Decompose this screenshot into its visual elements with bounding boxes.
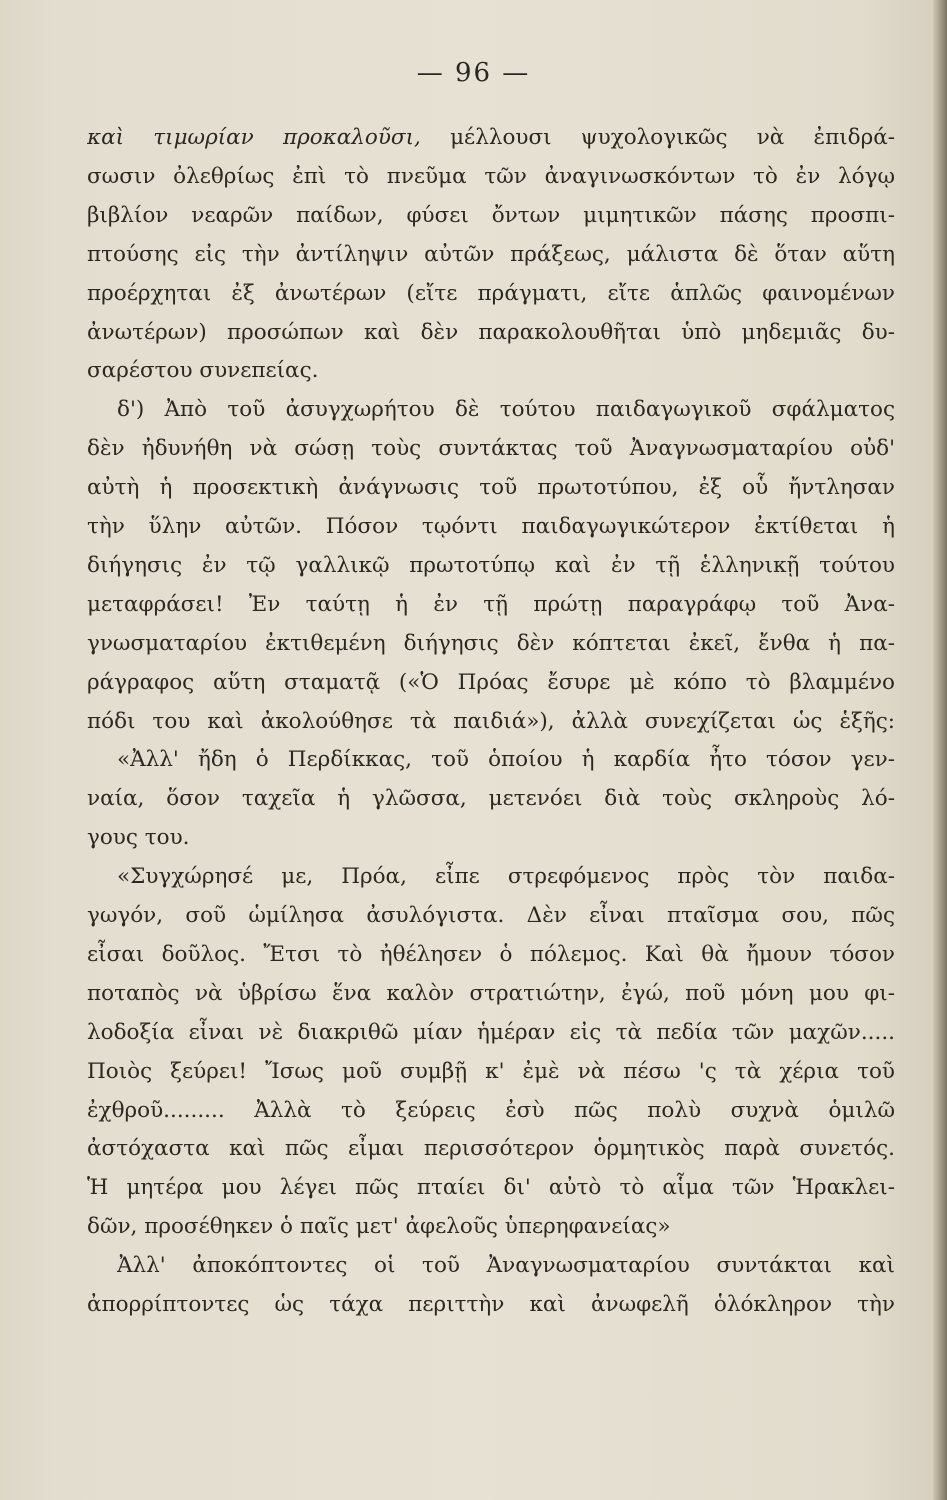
text-line bbox=[117, 858, 895, 896]
line-text: Ποιὸς ξεύρει! Ἴσως μοῦ συμβῇ κ' ἐμὲ νὰ πέσω 'ς τὰ χέρια τοῦ bbox=[87, 1058, 895, 1084]
text-line bbox=[87, 1092, 895, 1130]
text-line bbox=[117, 391, 895, 429]
line-text: διήγησις ἐν τῷ γαλλικῷ πρωτοτύπῳ καὶ ἐν τῇ ἑλληνικῇ τούτου bbox=[87, 552, 895, 578]
emphasized-text: καὶ τιμωρίαν προκαλοῦσι, bbox=[87, 125, 421, 150]
text-line bbox=[87, 275, 895, 313]
text-line bbox=[87, 625, 895, 663]
line-text: «Ἀλλ' ἤδη ὁ Περδίκκας, τοῦ ὁποίου ἡ καρδία ἦτο τόσον γεν- bbox=[117, 747, 895, 773]
text-line bbox=[117, 741, 895, 779]
line-text: βιβλίον νεαρῶν παίδων, φύσει ὄντων μιμητικῶν πάσης προσπι- bbox=[87, 202, 895, 228]
text-line bbox=[87, 197, 895, 235]
text-line bbox=[87, 314, 895, 352]
line-text: γνωσματαρίου ἐκτιθεμένη διήγησις δὲν κόπτεται ἐκεῖ, ἔνθα ἡ πα- bbox=[87, 630, 895, 656]
line-text: ἐχθροῦ......... Ἀλλὰ τὸ ξεύρεις ἐσὺ πῶς πολὺ συχνὰ ὁμιλῶ bbox=[87, 1097, 895, 1123]
text-line bbox=[87, 819, 895, 857]
line-text: σωσιν ὀλεθρίως ἐπὶ τὸ πνεῦμα τῶν ἀναγινωσκόντων τὸ ἐν λόγῳ bbox=[87, 163, 895, 189]
line-text: σαρέστου συνεπείας. bbox=[87, 358, 319, 384]
text-line bbox=[87, 664, 895, 702]
line-text: εἶσαι δοῦλος. Ἔτσι τὸ ἠθέλησεν ὁ πόλεμος. Καὶ θὰ ἤμουν τόσον bbox=[87, 941, 895, 967]
text-line bbox=[87, 586, 895, 624]
line-text: «Συγχώρησέ με, Πρόα, εἶπε στρεφόμενος πρὸς τὸν παιδα- bbox=[117, 864, 895, 890]
page-number: — 96 — bbox=[416, 58, 531, 88]
text-line bbox=[87, 1208, 895, 1246]
line-text: ράγραφος αὕτη σταματᾷ («Ὁ Πρόας ἔσυρε μὲ κόπο τὸ βλαμμένο bbox=[87, 669, 895, 695]
text-line bbox=[87, 1286, 895, 1324]
line-text: γους του. bbox=[87, 825, 190, 851]
text-line bbox=[87, 1053, 895, 1091]
text-line bbox=[87, 547, 895, 585]
line-text: ποταπὸς νὰ ὑβρίσω ἕνα καλὸν στρατιώτην, ἐγώ, ποῦ μόνη μου φι- bbox=[87, 980, 895, 1006]
line-text: αὐτὴ ἡ προσεκτικὴ ἀνάγνωσις τοῦ πρωτοτύπου, ἐξ οὗ ἤντλησαν bbox=[87, 475, 895, 501]
text-line bbox=[87, 236, 895, 274]
line-text: δῶν, προσέθηκεν ὁ παῖς μετ' ἀφελοῦς ὑπερηφανείας» bbox=[87, 1214, 671, 1240]
text-line bbox=[87, 975, 895, 1013]
line-text: δὲν ἠδυνήθη νὰ σώσῃ τοὺς συντάκτας τοῦ Ἀναγνωσματαρίου οὐδ' bbox=[87, 436, 895, 462]
text-line bbox=[87, 430, 895, 468]
text-line bbox=[87, 936, 895, 974]
text-line bbox=[87, 119, 895, 157]
line-text: μέλλουσι ψυχολογικῶς νὰ ἐπιδρά- bbox=[420, 125, 895, 150]
text-line bbox=[87, 1130, 895, 1168]
text-line bbox=[87, 508, 895, 546]
text-line bbox=[87, 469, 895, 507]
line-text: λοδοξία εἶναι νὲ διακριθῶ μίαν ἡμέραν εἰς τὰ πεδία τῶν μαχῶν..... bbox=[87, 1019, 895, 1045]
line-text: δ') Ἀπὸ τοῦ ἀσυγχωρήτου δὲ τούτου παιδαγωγικοῦ σφάλματος bbox=[117, 397, 895, 423]
line-text: ἀνωτέρων) προσώπων καὶ δὲν παρακολουθῆται ὑπὸ μηδεμιᾶς δυ- bbox=[87, 319, 895, 345]
line-text: ἀστόχαστα καὶ πῶς εἶμαι περισσότερον ὁρμητικὸς παρὰ συνετός. bbox=[87, 1136, 895, 1162]
line-text: τὴν ὕλην αὐτῶν. Πόσον τῳόντι παιδαγωγικώτερον ἐκτίθεται ἡ bbox=[87, 514, 895, 539]
text-line bbox=[87, 1014, 895, 1052]
line-text: πτούσης εἰς τὴν ἀντίληψιν αὐτῶν πράξεως, μάλιστα δὲ ὅταν αὕτη bbox=[87, 241, 895, 267]
line-text: ναία, ὅσον ταχεῖα ἡ γλῶσσα, μετενόει διὰ τοὺς σκληροὺς λό- bbox=[87, 786, 895, 812]
text-line bbox=[87, 897, 895, 935]
line-text: πόδι του καὶ ἀκολούθησε τὰ παιδιά»), ἀλλὰ συνεχίζεται ὡς ἑξῆς: bbox=[87, 708, 895, 734]
line-text: γωγόν, σοῦ ὡμίλησα ἀσυλόγιστα. Δὲν εἶναι πταῖσμα σου, πῶς bbox=[87, 903, 895, 928]
line-text: Ἀλλ' ἀποκόπτοντες οἱ τοῦ Ἀναγνωσματαρίου συντάκται καὶ bbox=[117, 1253, 895, 1279]
line-text: προέρχηται ἐξ ἀνωτέρων (εἴτε πράγματι, εἴτε ἁπλῶς φαινομένων bbox=[87, 280, 895, 306]
line-text: μεταφράσει! Ἐν ταύτῃ ἡ ἐν τῇ πρώτῃ παραγράφῳ τοῦ Ἀνα- bbox=[87, 591, 895, 617]
text-line bbox=[87, 352, 895, 390]
line-text: Ἡ μητέρα μου λέγει πῶς πταίει δι' αὐτὸ τὸ αἷμα τῶν Ἡρακλει- bbox=[87, 1175, 895, 1201]
text-line bbox=[117, 1247, 895, 1285]
line-text: ἀπορρίπτοντες ὡς τάχα περιττὴν καὶ ἀνωφελῆ ὁλόκληρον τὴν bbox=[87, 1292, 895, 1317]
text-line bbox=[87, 703, 895, 741]
text-line bbox=[87, 780, 895, 818]
book-binding-edge bbox=[933, 0, 947, 1500]
text-line bbox=[87, 158, 895, 196]
text-line bbox=[87, 1169, 895, 1207]
